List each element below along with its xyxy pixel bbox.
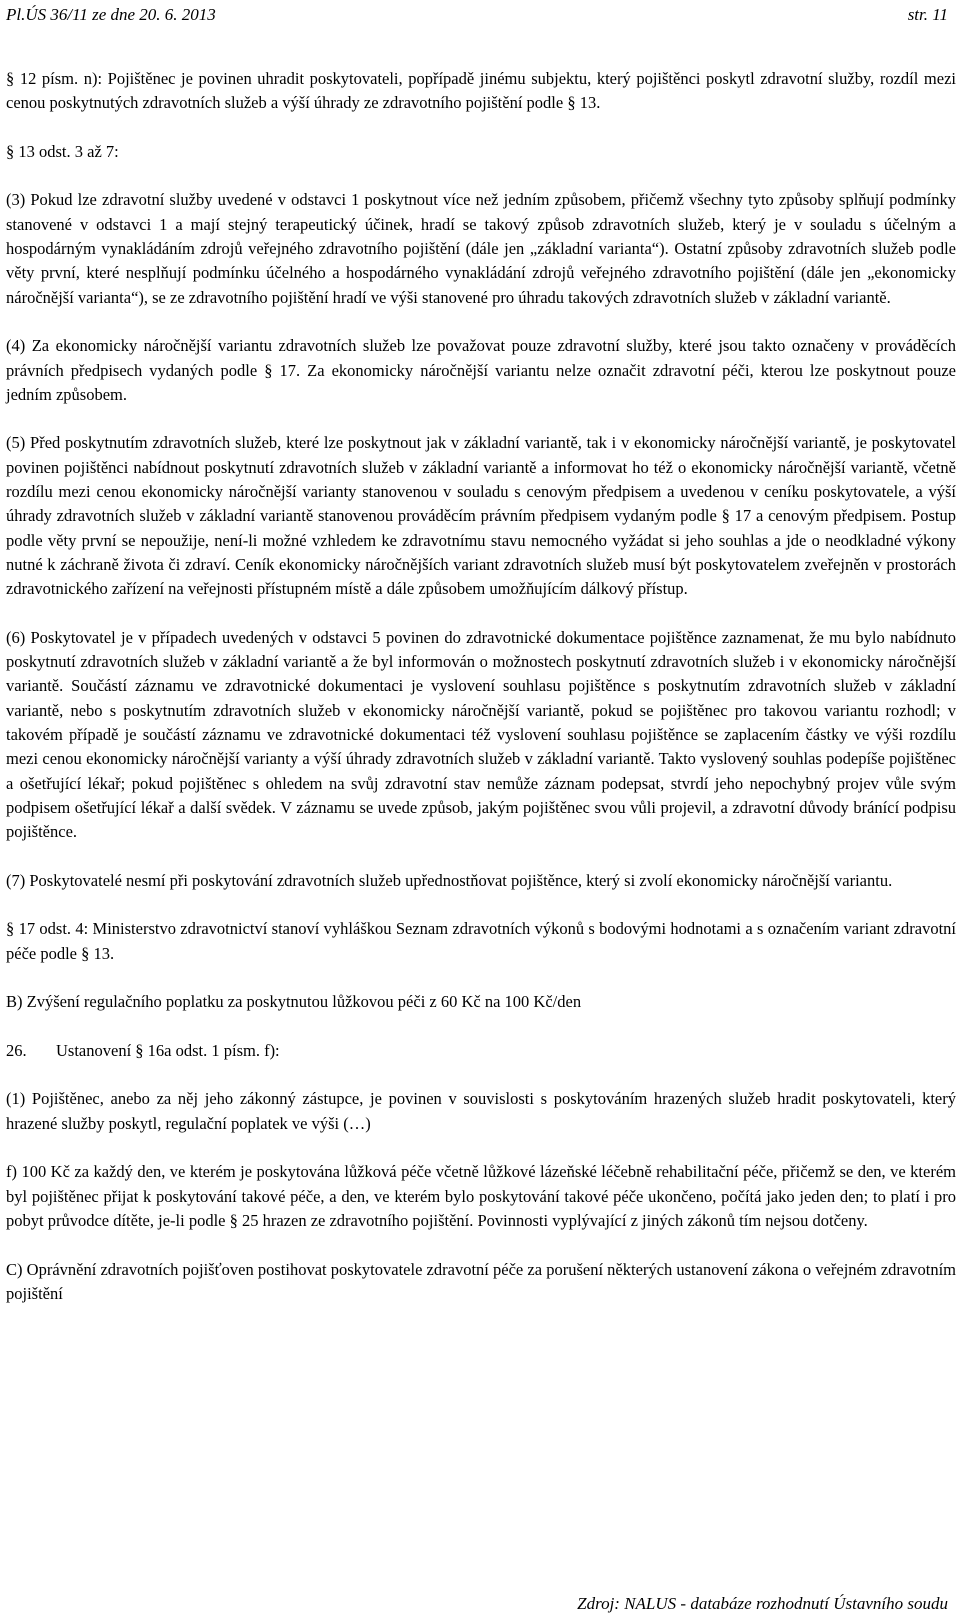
item-text: Ustanovení § 16a odst. 1 písm. f): xyxy=(56,1040,280,1060)
page-footer: Zdroj: NALUS - databáze rozhodnutí Ústavního soudu xyxy=(577,1594,948,1613)
section-b-heading: B) Zvýšení regulačního poplatku za poskytnutou lůžkovou péči z 60 Kč na 100 Kč/den xyxy=(6,992,582,1012)
numbered-item-26 xyxy=(6,1039,956,1063)
document-reference: Pl.ÚS 36/11 ze dne 20. 6. 2013 xyxy=(6,5,216,24)
paragraph-s13-4: (4) Za ekonomicky náročnější variantu zdravotních služeb lze považovat pouze zdravotní služby, které jsou takto označeny v prováděcích právních předpisech vydaných podle § 17. Za ekonomicky náročnější variantu nelze označit zdravotní péči, kterou lze poskytnout pouze jedním způsobem. xyxy=(6,336,956,404)
paragraph-s13-3: (3) Pokud lze zdravotní služby uvedené v odstavci 1 poskytnout více než jedním způsobem, přičemž všechny tyto způsoby splňují podmínky stanovené v odstavci 1 a mají stejný terapeutický účinek, hradí se takový způsob zdravotních služeb, který je v souladu s účelným a hospodárným vynakládáním zdrojů veřejného zdravotního pojištění (dále jen „základní varianta“). Ostatní způsoby zdravotních služeb podle věty první, které nesplňují podmínku účelného a hospodárného vynakládání zdrojů veřejného zdravotního pojištění (dále jen „ekonomicky náročnější varianta“), se ze zdravotního pojištění hradí ve výši stanovené pro úhradu takových zdravotních služeb v základní variantě. xyxy=(6,190,956,307)
document-body xyxy=(6,67,956,1330)
section-c-heading: C) Oprávnění zdravotních pojišťoven postihovat poskytovatele zdravotní péče za porušení některých ustanovení zákona o veřejném zdravotním pojištění xyxy=(6,1259,956,1303)
paragraph-s13-6: (6) Poskytovatel je v případech uvedených v odstavci 5 povinen do zdravotnické dokumentace pojištěnce zaznamenat, že mu bylo nabídnuto poskytnutí zdravotních služeb v základní variantě a že byl informován o možnostech poskytnutí zdravotních služeb i v ekonomicky náročnější variantě. Součástí záznamu ve zdravotnické dokumentaci je vyslovení souhlasu pojištěnce s poskytnutím zdravotních služeb v základní variantě, nebo s poskytnutím zdravotních služeb v ekonomicky náročnější variantě, pokud se pojištěnec pro takovou variantu rozhodl; v takovém případě je součástí záznamu ve zdravotnické dokumentaci též vyslovení souhlasu pojištěnce se zaplacením částky ve výši rozdílu mezi cenou ekonomicky náročnější varianty a výší úhrady zdravotních služeb v základní variantě. Takto vyslovený souhlas podepíše pojištěnec a ošetřující lékař; pokud pojištěnec s ohledem na svůj zdravotní stav nemůže záznam podepsat, stvrdí jeho nepochybný projev vůle svým podpisem ošetřující lékař a další svědek. V záznamu se uvede způsob, jakým pojištěnec svou vůli projevil, a zdravotní důvody bránící podpisu pojištěnce. xyxy=(6,627,956,842)
page-number: str. 11 xyxy=(907,5,948,24)
paragraph-s16a-f: f) 100 Kč za každý den, ve kterém je poskytována lůžková péče včetně lůžkové lázeňské léčebně rehabilitační péče, přičemž se den, ve kterém byl pojištěnec přijat k poskytování takové péče, a den, ve kterém bylo poskytování takové péče ukončeno, počítá jako jeden den; to platí i pro pobyt průvodce dítěte, je-li podle § 25 hrazen ze zdravotního pojištění. Povinnosti vyplývající z jiných zákonů tím nejsou dotčeny. xyxy=(6,1162,956,1230)
paragraph-s17: § 17 odst. 4: Ministerstvo zdravotnictví stanoví vyhláškou Seznam zdravotních výkonů s bodovými hodnotami a s označením variant zdravotní péče podle § 13. xyxy=(6,919,956,963)
item-number: 26. xyxy=(6,1040,27,1060)
paragraph-s13-heading: § 13 odst. 3 až 7: xyxy=(6,141,119,161)
paragraph-s16a-1: (1) Pojištěnec, anebo za něj jeho zákonný zástupce, je povinen v souvislosti s poskytováním hrazených služeb hradit poskytovateli, který hrazené služby poskytl, regulační poplatek ve výši (…) xyxy=(6,1089,956,1133)
page-header xyxy=(6,5,948,29)
paragraph-s13-5: (5) Před poskytnutím zdravotních služeb, které lze poskytnout jak v základní variantě, tak i v ekonomicky náročnější variantě, je poskytovatel povinen pojištěnci nabídnout poskytnutí zdravotních služeb v základní variantě a informovat ho též o ekonomicky náročnější variantě, včetně rozdílu mezi cenou ekonomicky náročnější varianty stanovenou v souladu s cenovým předpisem a uvedenou v ceníku poskytovatele, a výší úhrady zdravotních služeb v základní variantě stanovenou prováděcím právním předpisem vydaným podle § 17 a cenovým předpisem. Postup podle věty první se nepoužije, není-li možné vzhledem ke zdravotnímu stavu nemocného vyžádat si jeho souhlas a jde o neodkladné výkony nutné k záchraně života či zdraví. Ceník ekonomicky náročnějších variant zdravotních služeb musí být poskytovatelem zveřejněn v prostorách zdravotnického zařízení na veřejnosti přístupném místě a dále způsobem umožňujícím dálkový přístup. xyxy=(6,433,956,599)
paragraph-s12: § 12 písm. n): Pojištěnec je povinen uhradit poskytovateli, popřípadě jinému subjektu, který pojištěnci poskytl zdravotní služby, rozdíl mezi cenou poskytnutých zdravotních služeb a výší úhrady ze zdravotního pojištění podle § 13. xyxy=(6,69,956,113)
paragraph-s13-7: (7) Poskytovatelé nesmí při poskytování zdravotních služeb upřednostňovat pojištěnce, který si zvolí ekonomicky náročnější variantu. xyxy=(6,870,893,890)
